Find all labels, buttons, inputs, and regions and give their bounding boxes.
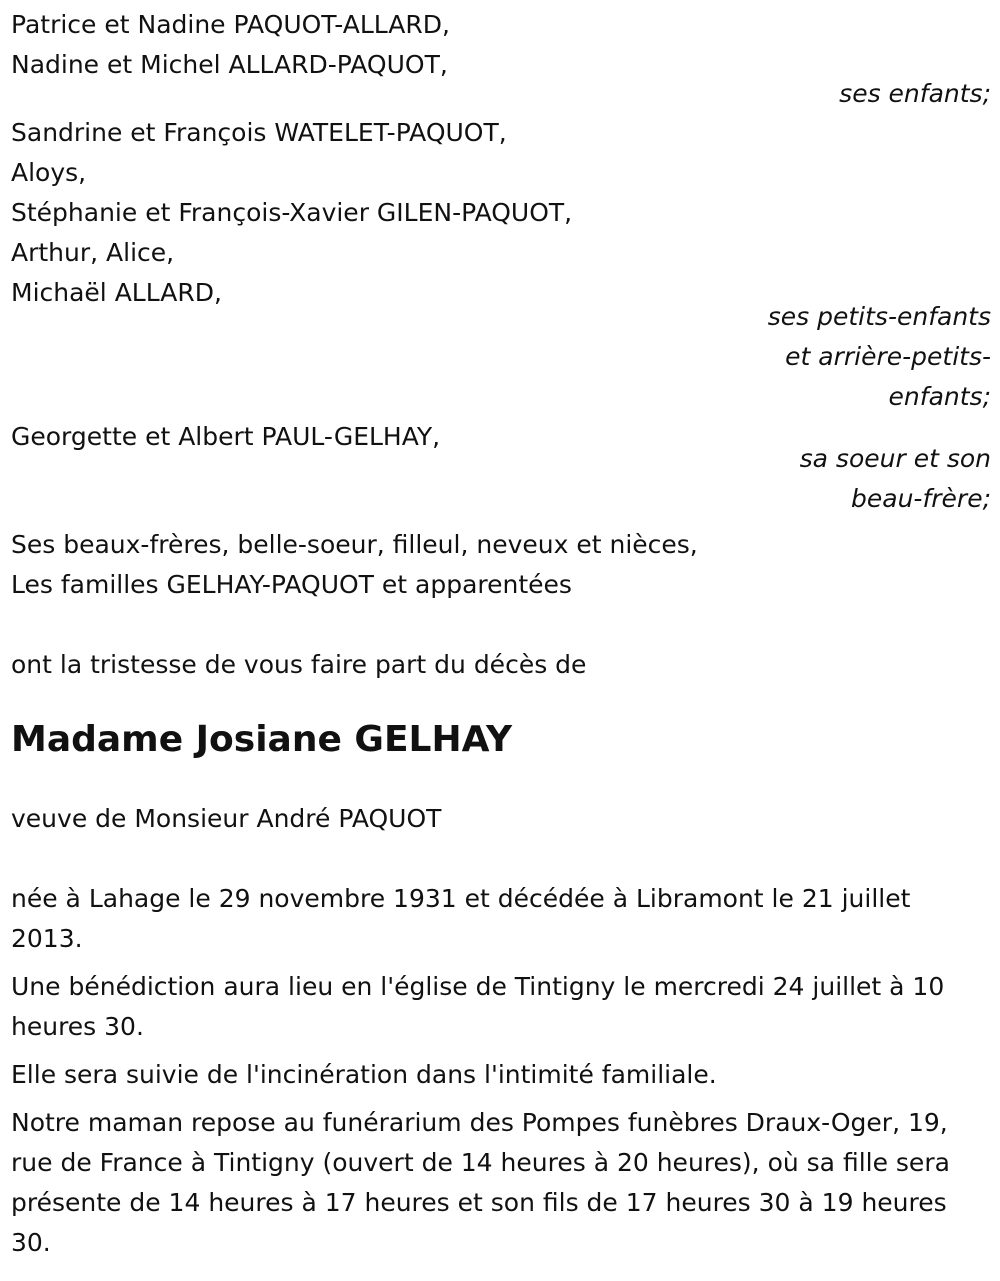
- relationship-label: enfants;: [888, 382, 991, 411]
- birth-death-paragraph: née à Lahage le 29 novembre 1931 et décédée à Libramont le 21 juillet 2013.: [11, 884, 911, 953]
- family-line: Les familles GELHAY-PAQUOT et apparentées: [11, 570, 572, 599]
- children-block: [11, 5, 991, 107]
- family-line: Michaël ALLARD,: [11, 278, 222, 307]
- family-line: Arthur, Alice,: [11, 238, 175, 267]
- family-line: Aloys,: [11, 158, 87, 187]
- widow-of-text: veuve de Monsieur André PAQUOT: [11, 804, 442, 833]
- funeral-home-paragraph: Notre maman repose au funérarium des Pompes funèbres Draux-Oger, 19, rue de France à Tintigny (ouvert de 14 heures à 20 heures), où sa fille sera présente de 14 heures à 17 heures et son fils de 17 heures 30 à 19 heures 30.: [11, 1108, 950, 1257]
- details-block: [11, 879, 991, 1263]
- relationship-label: ses petits-enfants: [767, 302, 991, 331]
- sister-block: [11, 417, 991, 519]
- ceremony-paragraph: Une bénédiction aura lieu en l'église de Tintigny le mercredi 24 juillet à 10 heures 30.: [11, 972, 945, 1041]
- obituary-notice: [11, 5, 991, 1271]
- family-line: Patrice et Nadine PAQUOT-ALLARD,: [11, 10, 450, 39]
- relationship-label: et arrière-petits-: [785, 342, 991, 371]
- deceased-name: Madame Josiane GELHAY: [11, 719, 513, 760]
- cremation-paragraph: Elle sera suivie de l'incinération dans l'intimité familiale.: [11, 1060, 717, 1089]
- grandchildren-block: [11, 113, 991, 417]
- relationship-label: beau-frère;: [851, 484, 991, 513]
- family-line: Stéphanie et François-Xavier GILEN-PAQUOT,: [11, 198, 573, 227]
- announcement-text: ont la tristesse de vous faire part du décès de: [11, 650, 587, 679]
- family-line: Ses beaux-frères, belle-soeur, filleul, neveux et nièces,: [11, 530, 698, 559]
- family-line: Georgette et Albert PAUL-GELHAY,: [11, 422, 441, 451]
- family-line: Sandrine et François WATELET-PAQUOT,: [11, 118, 507, 147]
- family-line: Nadine et Michel ALLARD-PAQUOT,: [11, 50, 448, 79]
- relationship-label: sa soeur et son: [799, 444, 991, 473]
- relationship-label: ses enfants;: [839, 79, 991, 108]
- extended-family-block: [11, 525, 991, 605]
